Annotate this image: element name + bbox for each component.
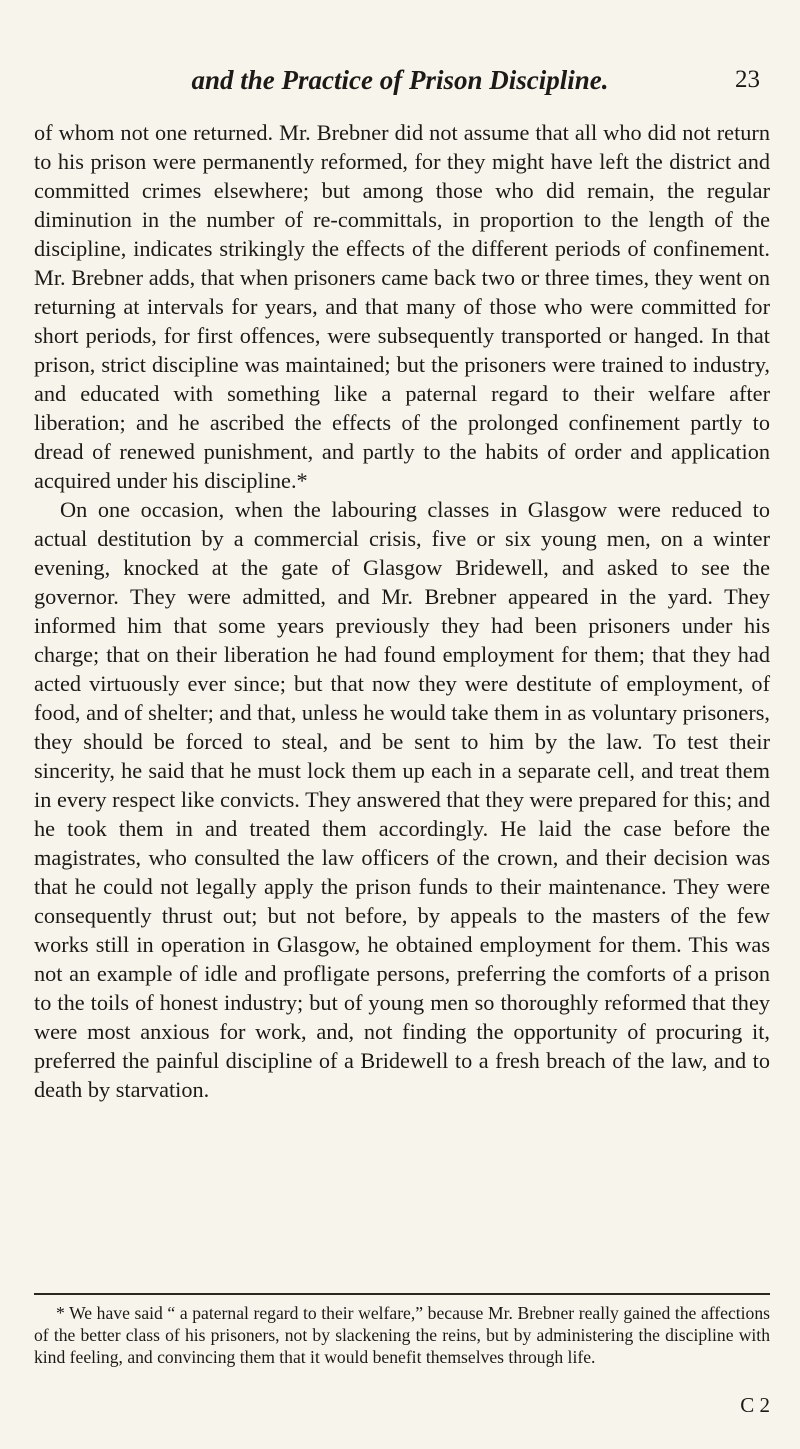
footnote: * We have said “ a paternal regard to their welfare,” because Mr. Brebner really gained the affections of the better class of his prisoners, not by slackening the reins, but by administering the discipline with kind feeling, and convincing them that it would benefit themselves through life. [34,1303,770,1367]
page-number: 23 [735,66,760,93]
signature-mark: C 2 [740,1393,770,1417]
footnote-rule [34,1293,770,1295]
body-text [34,118,770,1104]
paragraph-continuation: of whom not one returned. Mr. Brebner did not assume that all who did not return to his prison were permanently reformed, for they might have left the district and committed crimes elsewhere; but among those who did remain, the regular diminution in the number of re-committals, in proportion to the length of the discipline, indicates strikingly the effects of the different periods of confinement. Mr. Brebner adds, that when prisoners came back two or three times, they went on returning at intervals for years, and that many of those who were committed for short periods, for first offences, were subsequently transported or hanged. In that prison, strict discipline was maintained; but the prisoners were trained to industry, and educated with something like a paternal regard to their welfare after liberation; and he ascribed the effects of the prolonged confinement partly to dread of renewed punishment, and partly to the habits of order and application acquired under his discipline.* [34,120,770,493]
paragraph-glasgow-bridewell: On one occasion, when the labouring classes in Glasgow were reduced to actual destitution by a commercial crisis, five or six young men, on a winter evening, knocked at the gate of Glasgow Bridewell, and asked to see the governor. They were admitted, and Mr. Brebner appeared in the yard. They informed him that some years previously they had been prisoners under his charge; that on their liberation he had found employment for them; that they had acted virtuously ever since; but that now they were destitute of employment, of food, and of shelter; and that, unless he would take them in as voluntary prisoners, they should be forced to steal, and be sent to him by the law. To test their sincerity, he said that he must lock them up each in a separate cell, and treat them in every respect like convicts. They answered that they were prepared for this; and he took them in and treated them accordingly. He laid the case before the magistrates, who consulted the law officers of the crown, and their decision was that he could not legally apply the prison funds to their maintenance. They were consequently thrust out; but not before, by appeals to the masters of the few works still in operation in Glasgow, he obtained employment for them. This was not an example of idle and profligate persons, preferring the comforts of a prison to the toils of honest industry; but of young men so thoroughly reformed that they were most anxious for work, and, not finding the opportunity of procuring it, preferred the painful discipline of a Bridewell to a fresh breach of the law, and to death by starvation. [34,497,770,1102]
page-header [40,60,760,100]
running-head: and the Practice of Prison Discipline. [191,65,609,95]
